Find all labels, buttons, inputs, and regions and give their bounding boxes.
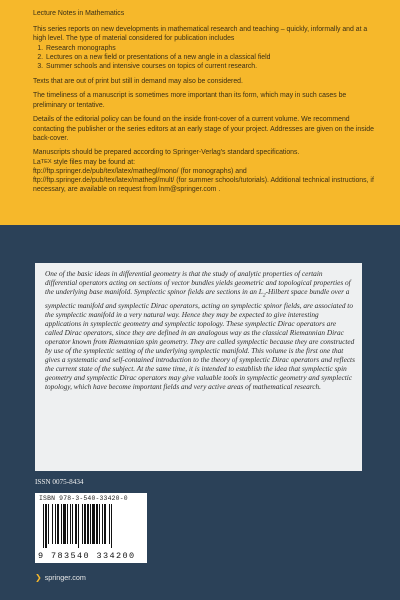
barcode-bar	[48, 504, 49, 544]
timeliness-note: The timeliness of a manuscript is sometimes more important than its form, which may in such cases be preliminary or tentative.	[33, 92, 347, 109]
barcode-bar	[104, 504, 106, 544]
publisher-url: springer.com	[44, 573, 86, 582]
back-cover-lower	[0, 225, 400, 600]
abstract-text-1: One of the basic ideas in differential geometry is that the study of analytic properties of certain differential operators acting on sections of vector bundles yields geometric and topological properties of the underlying base manifold. Symplectic spinor fields are sections in an L	[45, 269, 351, 297]
abstract-subscript: 2	[262, 292, 266, 299]
barcode-bar	[78, 504, 79, 548]
barcode-bar	[72, 504, 73, 544]
publisher-link[interactable]	[35, 573, 86, 582]
barcode-bar	[43, 504, 44, 548]
ftp-mult-link: ftp://ftp.springer.de/pub/tex/latex/mathegl/mult/ (for summer schools/tutorials). Additional technical instructions, if necessary, are available on request from lnm@springer.com .	[33, 177, 374, 194]
barcode-bar	[82, 504, 83, 544]
abstract-text-2: -Hilbert space bundle over a symplectic manifold and symplectic Dirac operators, acting on symplectic spinor fields, are associated to the symplectic manifold in a very natural way. Hence they may be expected to give interesting applications in symplectic geometry and symplectic topology. These symplectic Dirac operators are called Dirac operators, since they are defined in an analogous way as the classical Riemannian Dirac operator known from Riemannian spin geometry. They are called symplectic because they are constructed by use of the symplectic setting of the underlying symplectic manifold. This volume is the first one that gives a systematic and self-contained introduction to the theory of symplectic Dirac operators and reflects the current state of the subject. At the same time, it is intended to establish the idea that symplectic spin geometry and symplectic Dirac operators may give valuable tools in symplectic geometry and symplectic topology, which have become important fields and very active areas of mathematical research.	[45, 287, 355, 392]
barcode-bars	[43, 504, 139, 548]
manuscript-guidelines	[33, 148, 378, 194]
series-info-panel	[0, 0, 400, 225]
barcode-bar	[52, 504, 53, 544]
latex-la: La	[33, 158, 41, 166]
series-title: Lecture Notes in Mathematics	[33, 10, 125, 17]
editorial-policy-note: Details of the editorial policy can be found on the inside front-cover of a current volume. We recommend contacting the publisher or the series editors at an early stage of your project. Addresses are given on the inside back-cover.	[33, 116, 374, 142]
isbn-label: ISBN 978-3-540-33420-0	[39, 495, 128, 502]
series-intro: This series reports on new developments in mathematical research and teaching – quickly, informally and at a high level. The type of material considered for publication includes	[33, 26, 368, 43]
barcode-bar	[67, 504, 68, 544]
ftp-mono-link: ftp://ftp.springer.de/pub/tex/latex/mathegl/mono/ (for monographs) and	[33, 167, 247, 175]
barcode-bar	[84, 504, 86, 544]
chevron-right-icon: ❯	[35, 573, 42, 582]
manuscript-spec-text: Manuscripts should be prepared according to Springer-Verlag's standard specifications.	[33, 149, 300, 157]
latex-label	[33, 159, 135, 166]
barcode-bar	[45, 504, 47, 548]
out-of-print-note: Texts that are out of print but still in demand may also be considered.	[33, 77, 243, 85]
barcode-bar	[61, 504, 62, 544]
latex-suffix: style files may be found at:	[51, 158, 136, 166]
list-item: 2. Lectures on a new field or presentations of a new angle in a classical field	[45, 53, 378, 62]
barcode-bar	[90, 504, 91, 544]
barcode-bar	[109, 504, 110, 544]
latex-tex: TEX	[40, 158, 52, 165]
barcode-bar	[99, 504, 100, 544]
barcode-bar	[111, 504, 112, 548]
barcode-bar	[63, 504, 66, 544]
barcode-bar	[102, 504, 103, 544]
barcode	[35, 493, 147, 563]
publication-types-list	[33, 44, 378, 72]
barcode-bar	[70, 504, 71, 544]
barcode-bar	[87, 504, 89, 544]
list-item: 1. Research monographs	[45, 44, 378, 53]
barcode-bar	[96, 504, 98, 544]
barcode-bar	[92, 504, 95, 544]
barcode-digits: 9 783540 334200	[38, 551, 136, 561]
barcode-bar	[75, 504, 77, 544]
abstract-box	[35, 263, 362, 471]
list-item: 3. Summer schools and intensive courses on topics of current research.	[45, 62, 378, 71]
barcode-bar	[55, 504, 56, 544]
barcode-bar	[57, 504, 59, 544]
issn-label: ISSN 0075-8434	[35, 478, 84, 486]
